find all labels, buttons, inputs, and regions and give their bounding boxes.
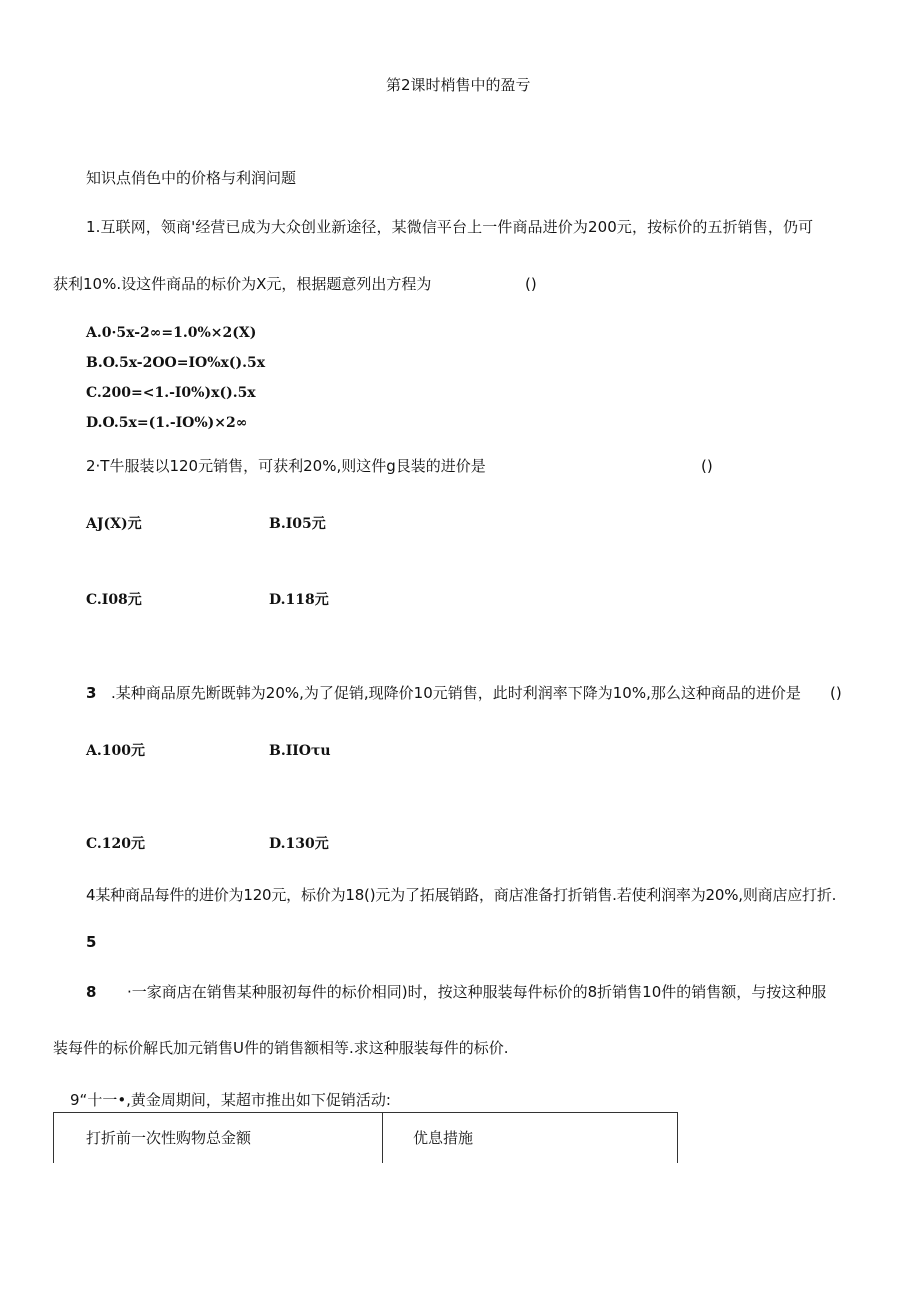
question-1-line-2: 获利10%.设这件商品的标价为X元，根据题意列出方程为: [53, 275, 432, 293]
table-row: [54, 1113, 678, 1163]
table-header-discount-measure: 优息措施: [383, 1113, 678, 1163]
question-8-number: 8: [86, 983, 97, 1001]
question-2-answer-paren: (): [701, 457, 713, 475]
question-2-option-c: C.I08元: [86, 592, 142, 608]
question-3-answer-paren: (): [830, 684, 842, 702]
question-1-option-c: C.200=<1.-I0%)x().5x: [86, 385, 256, 401]
question-2-option-a: AJ(X)元: [86, 516, 142, 532]
question-3-option-a: A.100元: [86, 743, 145, 759]
question-1-answer-paren: (): [525, 275, 537, 293]
question-2-stem: 2·T牛服装以120元销售，可获利20%,则这件g艮装的进价是: [86, 457, 486, 475]
question-9-stem: 9“十一•,黄金周期间，某超市推出如下促销活动:: [70, 1091, 391, 1109]
question-3-option-c: C.120元: [86, 836, 145, 852]
question-3-option-b: B.IIOτu: [269, 743, 331, 759]
question-1-option-a: A.0·5x-2∞=1.0%×2(X): [86, 325, 257, 341]
question-8-line-2: 装每件的标价解氏加元销售U件的销售额相等.求这种服装每件的标价.: [53, 1039, 509, 1057]
table-header-total-amount: 打折前一次性购物总金额: [54, 1113, 383, 1163]
question-8-line-1: ·一家商店在销售某种服初每件的标价相同)时，按这种服装每件标价的8折销售10件的销售额，与按这种服: [127, 983, 827, 1001]
section-heading: 知识点俏色中的价格与利润问题: [86, 169, 297, 187]
page-title: 第2课时梢售中的盈亏: [386, 76, 531, 94]
question-3-option-d: D.130元: [269, 836, 329, 852]
question-5-number: 5: [86, 933, 97, 951]
question-1-option-d: D.O.5x=(1.-IO%)×2∞: [86, 415, 248, 431]
question-3-number: 3: [86, 684, 97, 702]
promotion-table: [53, 1112, 678, 1163]
question-2-option-d: D.118元: [269, 592, 329, 608]
question-4-stem: 4某种商品每件的进价为120元，标价为18()元为了拓展销路，商店准备打折销售.若使利润率为20%,则商店应打折.: [86, 886, 837, 904]
question-1-line-1: 1.互联网，领商'经营已成为大众创业新途径，某微信平台上一件商品进价为200元，按标价的五折销售，仍可: [86, 218, 814, 236]
question-2-option-b: B.I05元: [269, 516, 326, 532]
question-1-option-b: B.O.5x-2OO=IO%x().5x: [86, 355, 266, 371]
question-3-stem: .某种商品原先断既韩为20%,为了促销,现降价10元销售，此时利润率下降为10%,那么这种商品的进价是: [111, 684, 801, 702]
